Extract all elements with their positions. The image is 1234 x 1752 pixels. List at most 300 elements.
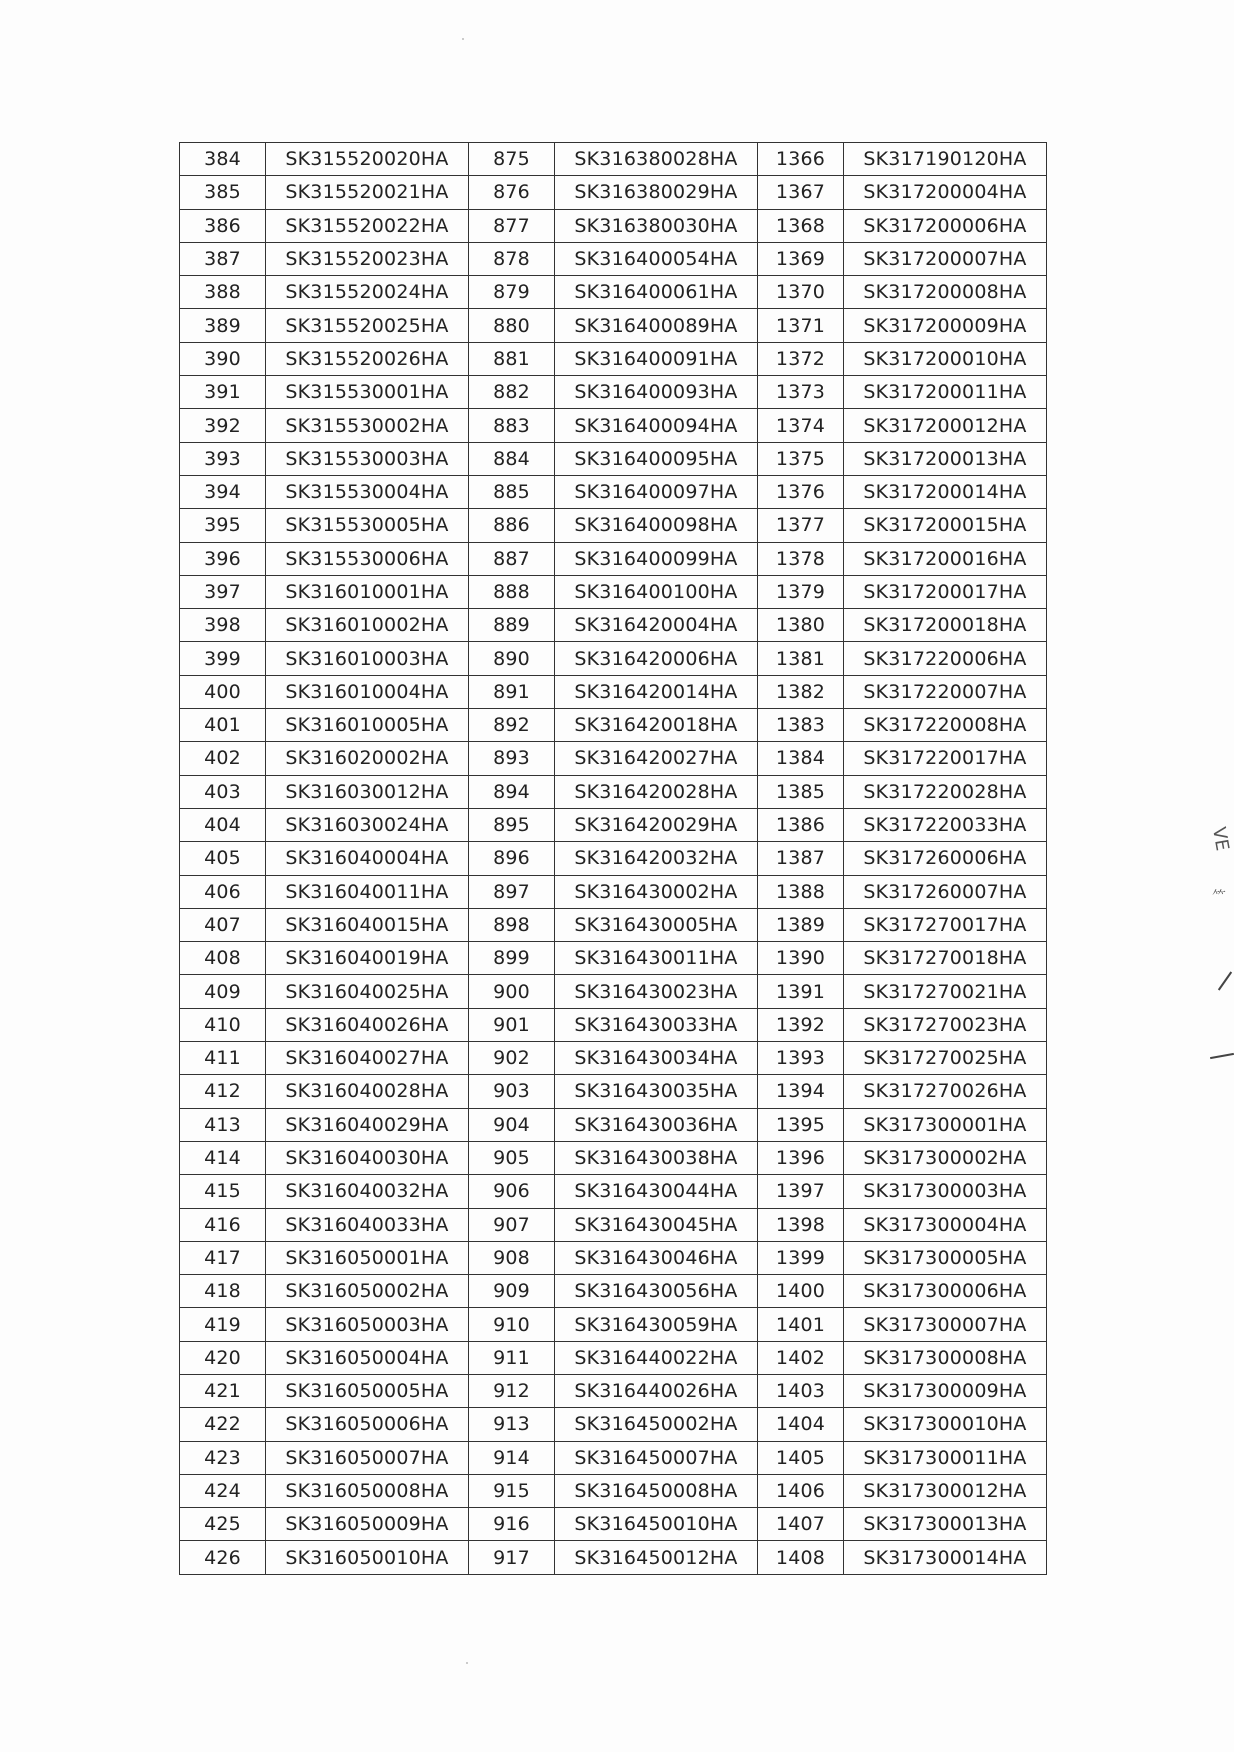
code-cell: SK316430046HA xyxy=(555,1241,758,1274)
row-number-cell: 1393 xyxy=(758,1042,844,1075)
row-number-cell: 917 xyxy=(469,1541,555,1574)
scan-speck xyxy=(466,1662,468,1664)
code-cell: SK316040026HA xyxy=(266,1008,469,1041)
row-number-cell: 1369 xyxy=(758,242,844,275)
row-number-cell: 880 xyxy=(469,309,555,342)
row-number-cell: 890 xyxy=(469,642,555,675)
code-cell: SK316430038HA xyxy=(555,1141,758,1174)
code-cell: SK316400054HA xyxy=(555,242,758,275)
code-cell: SK317300012HA xyxy=(844,1474,1047,1507)
code-cell: SK316040030HA xyxy=(266,1141,469,1174)
code-cell: SK316430005HA xyxy=(555,908,758,941)
row-number-cell: 915 xyxy=(469,1474,555,1507)
row-number-cell: 1386 xyxy=(758,808,844,841)
row-number-cell: 1385 xyxy=(758,775,844,808)
row-number-cell: 426 xyxy=(180,1541,266,1574)
row-number-cell: 897 xyxy=(469,875,555,908)
table-row xyxy=(180,209,1047,242)
row-number-cell: 1374 xyxy=(758,409,844,442)
code-cell: SK317300004HA xyxy=(844,1208,1047,1241)
row-number-cell: 403 xyxy=(180,775,266,808)
code-cell: SK317200012HA xyxy=(844,409,1047,442)
code-cell: SK316040028HA xyxy=(266,1075,469,1108)
table-row xyxy=(180,342,1047,375)
table-row xyxy=(180,808,1047,841)
row-number-cell: 1382 xyxy=(758,675,844,708)
row-number-cell: 1407 xyxy=(758,1508,844,1541)
code-cell: SK317300003HA xyxy=(844,1175,1047,1208)
table-row xyxy=(180,242,1047,275)
code-cell: SK316400061HA xyxy=(555,276,758,309)
code-cell: SK316420032HA xyxy=(555,842,758,875)
code-cell: SK316430002HA xyxy=(555,875,758,908)
row-number-cell: 415 xyxy=(180,1175,266,1208)
code-cell: SK317300014HA xyxy=(844,1541,1047,1574)
row-number-cell: 1379 xyxy=(758,575,844,608)
row-number-cell: 1389 xyxy=(758,908,844,941)
code-cell: SK317200008HA xyxy=(844,276,1047,309)
code-cell: SK316440026HA xyxy=(555,1374,758,1407)
code-cell: SK316420027HA xyxy=(555,742,758,775)
table-row xyxy=(180,176,1047,209)
code-cell: SK315530002HA xyxy=(266,409,469,442)
row-number-cell: 1377 xyxy=(758,509,844,542)
row-number-cell: 916 xyxy=(469,1508,555,1541)
row-number-cell: 905 xyxy=(469,1141,555,1174)
row-number-cell: 1380 xyxy=(758,609,844,642)
row-number-cell: 1381 xyxy=(758,642,844,675)
table-row xyxy=(180,475,1047,508)
code-cell: SK316430044HA xyxy=(555,1175,758,1208)
code-cell: SK316450012HA xyxy=(555,1541,758,1574)
row-number-cell: 881 xyxy=(469,342,555,375)
table-row xyxy=(180,309,1047,342)
table-row xyxy=(180,1208,1047,1241)
code-cell: SK315530004HA xyxy=(266,475,469,508)
row-number-cell: 405 xyxy=(180,842,266,875)
code-cell: SK315520022HA xyxy=(266,209,469,242)
row-number-cell: 1387 xyxy=(758,842,844,875)
row-number-cell: 392 xyxy=(180,409,266,442)
table-row xyxy=(180,1075,1047,1108)
row-number-cell: 393 xyxy=(180,442,266,475)
row-number-cell: 1366 xyxy=(758,143,844,176)
code-cell: SK316400095HA xyxy=(555,442,758,475)
table-row xyxy=(180,1042,1047,1075)
row-number-cell: 414 xyxy=(180,1141,266,1174)
row-number-cell: 1404 xyxy=(758,1408,844,1441)
row-number-cell: 899 xyxy=(469,942,555,975)
row-number-cell: 889 xyxy=(469,609,555,642)
row-number-cell: 1390 xyxy=(758,942,844,975)
row-number-cell: 1408 xyxy=(758,1541,844,1574)
code-cell: SK317220006HA xyxy=(844,642,1047,675)
code-cell: SK317200016HA xyxy=(844,542,1047,575)
table-row xyxy=(180,775,1047,808)
row-number-cell: 412 xyxy=(180,1075,266,1108)
code-cell: SK316050002HA xyxy=(266,1275,469,1308)
table-body xyxy=(180,143,1047,1575)
row-number-cell: 888 xyxy=(469,575,555,608)
scan-speck xyxy=(462,38,464,40)
row-number-cell: 908 xyxy=(469,1241,555,1274)
code-cell: SK316380028HA xyxy=(555,143,758,176)
code-cell: SK316430035HA xyxy=(555,1075,758,1108)
code-cell: SK315530006HA xyxy=(266,542,469,575)
table-row xyxy=(180,1441,1047,1474)
code-cell: SK316040032HA xyxy=(266,1175,469,1208)
code-cell: SK317220007HA xyxy=(844,675,1047,708)
code-cell: SK315520023HA xyxy=(266,242,469,275)
code-cell: SK316400100HA xyxy=(555,575,758,608)
row-number-cell: 896 xyxy=(469,842,555,875)
row-number-cell: 911 xyxy=(469,1341,555,1374)
row-number-cell: 1378 xyxy=(758,542,844,575)
code-cell: SK317200004HA xyxy=(844,176,1047,209)
row-number-cell: 887 xyxy=(469,542,555,575)
code-cell: SK316050001HA xyxy=(266,1241,469,1274)
code-listing-table xyxy=(179,142,1047,1575)
row-number-cell: 877 xyxy=(469,209,555,242)
code-cell: SK317220008HA xyxy=(844,709,1047,742)
table-row xyxy=(180,742,1047,775)
code-cell: SK316050009HA xyxy=(266,1508,469,1541)
row-number-cell: 878 xyxy=(469,242,555,275)
row-number-cell: 1406 xyxy=(758,1474,844,1507)
code-cell: SK317200017HA xyxy=(844,575,1047,608)
code-cell: SK316040033HA xyxy=(266,1208,469,1241)
row-number-cell: 1405 xyxy=(758,1441,844,1474)
row-number-cell: 400 xyxy=(180,675,266,708)
code-cell: SK316420006HA xyxy=(555,642,758,675)
row-number-cell: 1388 xyxy=(758,875,844,908)
code-cell: SK317200014HA xyxy=(844,475,1047,508)
row-number-cell: 902 xyxy=(469,1042,555,1075)
code-cell: SK316050003HA xyxy=(266,1308,469,1341)
row-number-cell: 1400 xyxy=(758,1275,844,1308)
row-number-cell: 1402 xyxy=(758,1341,844,1374)
code-cell: SK317200018HA xyxy=(844,609,1047,642)
code-cell: SK317300001HA xyxy=(844,1108,1047,1141)
row-number-cell: 386 xyxy=(180,209,266,242)
row-number-cell: 914 xyxy=(469,1441,555,1474)
table-row xyxy=(180,675,1047,708)
code-cell: SK316400089HA xyxy=(555,309,758,342)
row-number-cell: 898 xyxy=(469,908,555,941)
table-row xyxy=(180,1541,1047,1574)
table-row xyxy=(180,1108,1047,1141)
code-cell: SK316050005HA xyxy=(266,1374,469,1407)
row-number-cell: 398 xyxy=(180,609,266,642)
code-cell: SK315530001HA xyxy=(266,376,469,409)
code-cell: SK316450002HA xyxy=(555,1408,758,1441)
code-cell: SK317200015HA xyxy=(844,509,1047,542)
code-cell: SK317300006HA xyxy=(844,1275,1047,1308)
row-number-cell: 1396 xyxy=(758,1141,844,1174)
row-number-cell: 1384 xyxy=(758,742,844,775)
code-cell: SK316380029HA xyxy=(555,176,758,209)
row-number-cell: 408 xyxy=(180,942,266,975)
table-row xyxy=(180,1141,1047,1174)
code-cell: SK316010002HA xyxy=(266,609,469,642)
code-cell: SK316420018HA xyxy=(555,709,758,742)
code-cell: SK316450010HA xyxy=(555,1508,758,1541)
row-number-cell: 1391 xyxy=(758,975,844,1008)
code-cell: SK317300007HA xyxy=(844,1308,1047,1341)
row-number-cell: 397 xyxy=(180,575,266,608)
code-cell: SK316400099HA xyxy=(555,542,758,575)
code-cell: SK315520020HA xyxy=(266,143,469,176)
table-row xyxy=(180,1275,1047,1308)
code-cell: SK317270023HA xyxy=(844,1008,1047,1041)
code-cell: SK316450008HA xyxy=(555,1474,758,1507)
code-cell: SK317220028HA xyxy=(844,775,1047,808)
code-cell: SK317200011HA xyxy=(844,376,1047,409)
code-cell: SK316380030HA xyxy=(555,209,758,242)
row-number-cell: 391 xyxy=(180,376,266,409)
code-cell: SK316420029HA xyxy=(555,808,758,841)
row-number-cell: 1394 xyxy=(758,1075,844,1108)
row-number-cell: 1398 xyxy=(758,1208,844,1241)
table-row xyxy=(180,1408,1047,1441)
table-row xyxy=(180,1474,1047,1507)
row-number-cell: 906 xyxy=(469,1175,555,1208)
row-number-cell: 907 xyxy=(469,1208,555,1241)
code-cell: SK316430033HA xyxy=(555,1008,758,1041)
row-number-cell: 895 xyxy=(469,808,555,841)
code-cell: SK316010001HA xyxy=(266,575,469,608)
row-number-cell: 1376 xyxy=(758,475,844,508)
row-number-cell: 913 xyxy=(469,1408,555,1441)
code-cell: SK316400093HA xyxy=(555,376,758,409)
code-cell: SK316450007HA xyxy=(555,1441,758,1474)
row-number-cell: 904 xyxy=(469,1108,555,1141)
table-row xyxy=(180,908,1047,941)
code-cell: SK316420004HA xyxy=(555,609,758,642)
code-cell: SK316430056HA xyxy=(555,1275,758,1308)
code-cell: SK315520025HA xyxy=(266,309,469,342)
row-number-cell: 901 xyxy=(469,1008,555,1041)
code-cell: SK316040015HA xyxy=(266,908,469,941)
row-number-cell: 879 xyxy=(469,276,555,309)
row-number-cell: 409 xyxy=(180,975,266,1008)
row-number-cell: 413 xyxy=(180,1108,266,1141)
code-cell: SK316040025HA xyxy=(266,975,469,1008)
code-cell: SK316050010HA xyxy=(266,1541,469,1574)
row-number-cell: 394 xyxy=(180,475,266,508)
code-cell: SK317200009HA xyxy=(844,309,1047,342)
code-cell: SK316430036HA xyxy=(555,1108,758,1141)
code-cell: SK316430023HA xyxy=(555,975,758,1008)
code-cell: SK315520021HA xyxy=(266,176,469,209)
row-number-cell: 416 xyxy=(180,1208,266,1241)
row-number-cell: 385 xyxy=(180,176,266,209)
code-cell: SK316050004HA xyxy=(266,1341,469,1374)
code-cell: SK316040004HA xyxy=(266,842,469,875)
row-number-cell: 1373 xyxy=(758,376,844,409)
row-number-cell: 903 xyxy=(469,1075,555,1108)
row-number-cell: 1367 xyxy=(758,176,844,209)
code-cell: SK317300002HA xyxy=(844,1141,1047,1174)
row-number-cell: 390 xyxy=(180,342,266,375)
table-row xyxy=(180,1008,1047,1041)
row-number-cell: 407 xyxy=(180,908,266,941)
table-row xyxy=(180,376,1047,409)
code-cell: SK317300009HA xyxy=(844,1374,1047,1407)
code-cell: SK317260006HA xyxy=(844,842,1047,875)
table-row xyxy=(180,642,1047,675)
table-row xyxy=(180,975,1047,1008)
row-number-cell: 418 xyxy=(180,1275,266,1308)
table-row xyxy=(180,143,1047,176)
row-number-cell: 1375 xyxy=(758,442,844,475)
row-number-cell: 1399 xyxy=(758,1241,844,1274)
table-row xyxy=(180,1341,1047,1374)
row-number-cell: 1372 xyxy=(758,342,844,375)
row-number-cell: 410 xyxy=(180,1008,266,1041)
row-number-cell: 883 xyxy=(469,409,555,442)
row-number-cell: 910 xyxy=(469,1308,555,1341)
code-cell: SK315530005HA xyxy=(266,509,469,542)
code-cell: SK316430059HA xyxy=(555,1308,758,1341)
code-cell: SK317300010HA xyxy=(844,1408,1047,1441)
code-cell: SK317270017HA xyxy=(844,908,1047,941)
code-cell: SK316420028HA xyxy=(555,775,758,808)
code-cell: SK317220017HA xyxy=(844,742,1047,775)
row-number-cell: 406 xyxy=(180,875,266,908)
row-number-cell: 1371 xyxy=(758,309,844,342)
table-row xyxy=(180,875,1047,908)
row-number-cell: 387 xyxy=(180,242,266,275)
row-number-cell: 417 xyxy=(180,1241,266,1274)
code-cell: SK316050007HA xyxy=(266,1441,469,1474)
code-cell: SK316430045HA xyxy=(555,1208,758,1241)
row-number-cell: 396 xyxy=(180,542,266,575)
code-cell: SK316400097HA xyxy=(555,475,758,508)
code-cell: SK316400094HA xyxy=(555,409,758,442)
code-cell: SK316050008HA xyxy=(266,1474,469,1507)
table-row xyxy=(180,942,1047,975)
table-row xyxy=(180,1308,1047,1341)
code-cell: SK317300011HA xyxy=(844,1441,1047,1474)
row-number-cell: 886 xyxy=(469,509,555,542)
code-cell: SK315530003HA xyxy=(266,442,469,475)
row-number-cell: 399 xyxy=(180,642,266,675)
table-row xyxy=(180,1508,1047,1541)
code-cell: SK316400098HA xyxy=(555,509,758,542)
code-cell: SK317200007HA xyxy=(844,242,1047,275)
code-cell: SK317270025HA xyxy=(844,1042,1047,1075)
code-cell: SK316040027HA xyxy=(266,1042,469,1075)
code-cell: SK317200006HA xyxy=(844,209,1047,242)
row-number-cell: 384 xyxy=(180,143,266,176)
row-number-cell: 424 xyxy=(180,1474,266,1507)
row-number-cell: 411 xyxy=(180,1042,266,1075)
table-row xyxy=(180,542,1047,575)
code-cell: SK317190120HA xyxy=(844,143,1047,176)
code-cell: SK316030012HA xyxy=(266,775,469,808)
table-row xyxy=(180,509,1047,542)
row-number-cell: 1383 xyxy=(758,709,844,742)
row-number-cell: 423 xyxy=(180,1441,266,1474)
code-cell: SK316010004HA xyxy=(266,675,469,708)
row-number-cell: 1395 xyxy=(758,1108,844,1141)
row-number-cell: 892 xyxy=(469,709,555,742)
code-cell: SK316400091HA xyxy=(555,342,758,375)
table-row xyxy=(180,1374,1047,1407)
table-row xyxy=(180,609,1047,642)
row-number-cell: 419 xyxy=(180,1308,266,1341)
row-number-cell: 420 xyxy=(180,1341,266,1374)
row-number-cell: 882 xyxy=(469,376,555,409)
row-number-cell: 891 xyxy=(469,675,555,708)
code-cell: SK316030024HA xyxy=(266,808,469,841)
code-cell: SK316430034HA xyxy=(555,1042,758,1075)
partial-seal-stamp-icon: VE ⺮ xyxy=(1204,830,1234,1090)
code-cell: SK316420014HA xyxy=(555,675,758,708)
row-number-cell: 912 xyxy=(469,1374,555,1407)
code-cell: SK316050006HA xyxy=(266,1408,469,1441)
code-cell: SK317270018HA xyxy=(844,942,1047,975)
row-number-cell: 876 xyxy=(469,176,555,209)
code-cell: SK317200010HA xyxy=(844,342,1047,375)
code-cell: SK317270026HA xyxy=(844,1075,1047,1108)
row-number-cell: 422 xyxy=(180,1408,266,1441)
row-number-cell: 875 xyxy=(469,143,555,176)
code-cell: SK317260007HA xyxy=(844,875,1047,908)
code-cell: SK316430011HA xyxy=(555,942,758,975)
table-row xyxy=(180,575,1047,608)
code-cell: SK316440022HA xyxy=(555,1341,758,1374)
table-row xyxy=(180,442,1047,475)
row-number-cell: 388 xyxy=(180,276,266,309)
table-row xyxy=(180,409,1047,442)
code-cell: SK316010003HA xyxy=(266,642,469,675)
code-cell: SK315520026HA xyxy=(266,342,469,375)
row-number-cell: 1397 xyxy=(758,1175,844,1208)
code-cell: SK317300008HA xyxy=(844,1341,1047,1374)
code-cell: SK316020002HA xyxy=(266,742,469,775)
row-number-cell: 1370 xyxy=(758,276,844,309)
code-cell: SK316010005HA xyxy=(266,709,469,742)
code-cell: SK317300005HA xyxy=(844,1241,1047,1274)
row-number-cell: 425 xyxy=(180,1508,266,1541)
row-number-cell: 401 xyxy=(180,709,266,742)
row-number-cell: 900 xyxy=(469,975,555,1008)
row-number-cell: 1368 xyxy=(758,209,844,242)
row-number-cell: 893 xyxy=(469,742,555,775)
code-cell: SK315520024HA xyxy=(266,276,469,309)
row-number-cell: 1403 xyxy=(758,1374,844,1407)
table-row xyxy=(180,1241,1047,1274)
code-cell: SK317220033HA xyxy=(844,808,1047,841)
row-number-cell: 389 xyxy=(180,309,266,342)
code-cell: SK316040019HA xyxy=(266,942,469,975)
code-cell: SK317300013HA xyxy=(844,1508,1047,1541)
table-row xyxy=(180,276,1047,309)
table-row xyxy=(180,842,1047,875)
row-number-cell: 402 xyxy=(180,742,266,775)
table-row xyxy=(180,709,1047,742)
code-cell: SK317270021HA xyxy=(844,975,1047,1008)
code-cell: SK316040011HA xyxy=(266,875,469,908)
row-number-cell: 395 xyxy=(180,509,266,542)
row-number-cell: 1401 xyxy=(758,1308,844,1341)
row-number-cell: 404 xyxy=(180,808,266,841)
row-number-cell: 894 xyxy=(469,775,555,808)
code-cell: SK317200013HA xyxy=(844,442,1047,475)
row-number-cell: 421 xyxy=(180,1374,266,1407)
